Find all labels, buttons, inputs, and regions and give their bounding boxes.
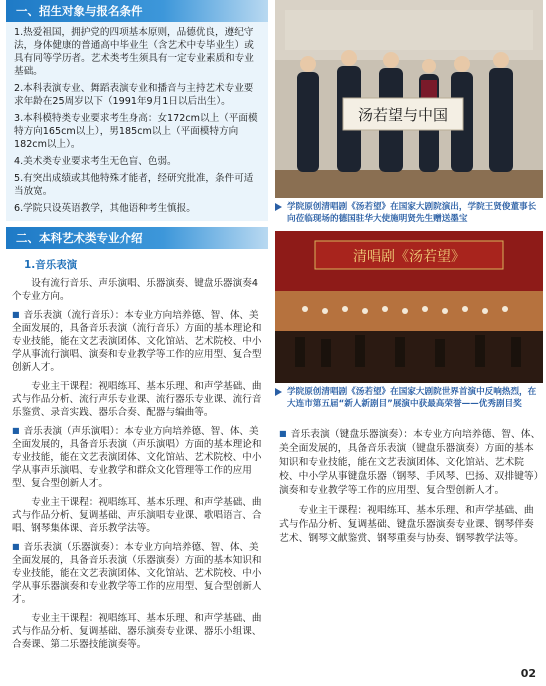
caption-arrow-icon [275, 388, 282, 396]
vocal-paragraph: ■ 音乐表演（声乐演唱）：本专业方向培养德、智、体、美全面发展的，具备音乐表演（声乐演唱）方面的基本理论和专业技能，能在文艺表演团体、文化馆站、艺术院校、中小学从事声乐演唱、专业教学和群众文化管理等工作的应用型、复合型创新人才。 [12, 425, 264, 490]
left-column [6, 0, 268, 686]
performance-illustration [275, 231, 543, 383]
right-column [275, 0, 543, 686]
vocal-courses: 专业主干课程：视唱练耳、基本乐理、和声学基础、曲式与作品分析、复调基础、声乐演唱专业课、歌唱语言、合唱、钢琴集体课、音乐教学法等。 [12, 497, 262, 534]
photo2-caption: 学院原创清唱剧《汤若望》在国家大剧院世界首演中反响热烈，在大连市第五届“新人新剧目”展演中获最高荣誉——优秀剧目奖 [275, 386, 543, 410]
stage-banner-text: 清唱剧《汤若望》 [353, 249, 465, 265]
scroll-text: 汤若望与中国 [357, 106, 449, 124]
caption-arrow-icon [275, 203, 282, 211]
photo-performance [275, 231, 543, 383]
section2-header [6, 227, 268, 249]
requirement-item: 4.美术类专业要求考生无色盲、色弱。 [14, 156, 177, 167]
page-number: 02 [520, 667, 536, 680]
subsection-title: 1.音乐表演 [24, 259, 78, 271]
section1-title: 一、招生对象与报名条件 [16, 4, 143, 18]
requirement-item: 3.本科模特类专业要求考生身高：女172cm以上（平面模特方向165cm以上），男185cm以上（平面模特方向182cm以上）。 [14, 113, 258, 150]
section2-title: 二、本科艺术类专业介绍 [16, 231, 143, 245]
requirement-item: 5.有突出成绩或其他特殊才能者，经研究批准，条件可适当放宽。 [14, 173, 254, 197]
ceremony-illustration [275, 0, 543, 198]
requirement-item: 2.本科表演专业、舞蹈表演专业和播音与主持艺术专业要求年龄在25周岁以下（1991年9月1日以后出生）。 [14, 83, 254, 107]
photo-ceremony [275, 0, 543, 198]
requirement-item: 6.学院只设英语教学，其他语种考生慎报。 [14, 203, 196, 214]
intro-paragraph: 设有流行音乐、声乐演唱、乐器演奏、键盘乐器演奏4个专业方向。 [12, 278, 258, 302]
requirement-item: 1.热爱祖国，拥护党的四项基本原则，品德优良，遵纪守法，身体健康的普通高中毕业生（含艺术中专毕业生）或具有同等学历者。艺术类考生须具有一定专业素质和专业基础。 [14, 27, 254, 77]
section2-body [6, 249, 268, 651]
instrument-paragraph: ■ 音乐表演（乐器演奏）：本专业方向培养德、智、体、美全面发展的，具备音乐表演（乐器演奏）方面的基本知识和专业技能，能在文艺表演团体、文化馆站、艺术院校、中小学从事乐器演奏和专业教学等工作的应用型、复合型创新人才。 [12, 541, 264, 606]
photo1-caption: 学院原创清唱剧《汤若望》在国家大剧院演出，学院王贤俊董事长向莅临现场的德国驻华大使施明贤先生赠送墨宝 [275, 201, 543, 225]
section1-body [6, 22, 268, 221]
keyboard-section [275, 428, 543, 546]
pop-music-paragraph: ■ 音乐表演（流行音乐）：本专业方向培养德、智、体、美全面发展的，具备音乐表演（流行音乐）方面的基本理论和专业技能，能在文艺表演团体、文化馆站、艺术院校、中小学从事流行演唱、演奏和专业教学等工作的应用型、复合型创新人才。 [12, 309, 264, 374]
keyboard-courses: 专业主干课程：视唱练耳、基本乐理、和声学基础、曲式与作品分析、复调基础、键盘乐器演奏专业课、钢琴伴奏艺术、钢琴文献鉴赏、钢琴重奏与协奏、钢琴教学法等。 [279, 505, 534, 544]
section1-header [6, 0, 268, 22]
pop-music-courses: 专业主干课程：视唱练耳、基本乐理、和声学基础、曲式与作品分析、流行声乐专业课、流行器乐专业课、流行音乐鉴赏、录音实践、器乐合奏、配器与编曲等。 [12, 381, 262, 418]
instrument-courses: 专业主干课程：视唱练耳、基本乐理、和声学基础、曲式与作品分析、复调基础、器乐演奏专业课、器乐小组课、合奏课、第二乐器技能演奏等。 [12, 613, 262, 650]
keyboard-paragraph: ■ 音乐表演（键盘乐器演奏）：本专业方向培养德、智、体、美全面发展的，具备音乐表演（键盘乐器演奏）方面的基本知识和专业技能，能在文艺表演团体、文化馆站、艺术院校、中小学从事键盘乐器（钢琴、手风琴、巴扬、双排键等）演奏和专业教学等工作的应用型、复合型创新人才。 [279, 428, 541, 498]
